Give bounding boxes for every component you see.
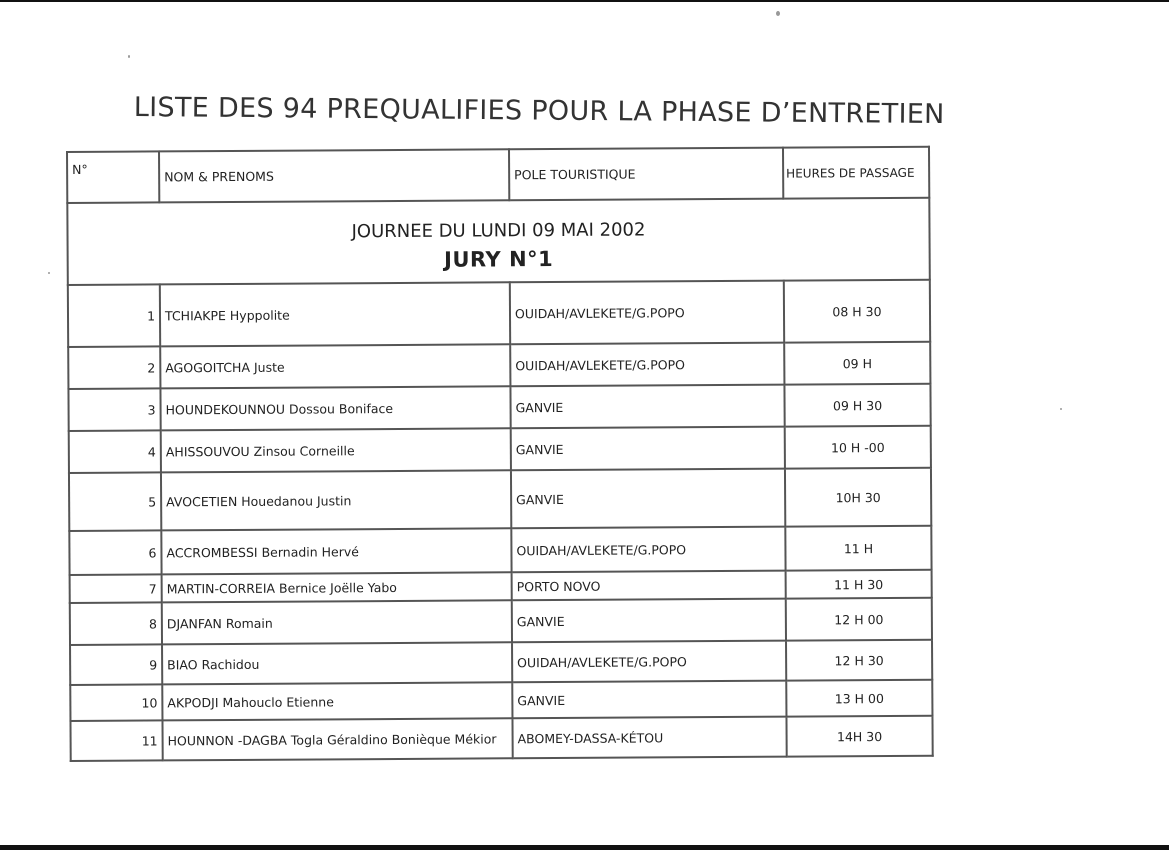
row-time: 11 H 30 [786,570,932,599]
table-row [68,342,930,389]
row-name: BIAO Rachidou [162,642,512,684]
scan-speck [128,55,130,58]
session-jury: JURY N°1 [444,246,554,272]
table-row [69,468,931,531]
table-body [67,198,932,761]
row-name: AKPODJI Mahouclo Etienne [162,682,512,720]
row-time: 10H 30 [785,468,931,527]
row-name: MARTIN-CORREIA Bernice Joëlle Yabo [162,572,512,602]
row-pole: OUIDAH/AVLEKETE/G.POPO [510,343,784,387]
row-name: AGOGOITCHA Juste [160,344,510,388]
table-row [68,384,930,431]
session-day: JOURNEE DU LUNDI 09 MAI 2002 [351,218,646,242]
table-row [70,640,932,685]
row-pole: ABOMEY-DASSA-KÉTOU [512,717,786,759]
row-number: 5 [69,472,161,531]
row-time: 08 H 30 [784,280,930,343]
row-number: 6 [69,530,161,575]
header-pole: POLE TOURISTIQUE [509,148,783,201]
scan-speck [776,11,780,16]
row-pole: OUIDAH/AVLEKETE/G.POPO [511,527,785,573]
row-name: HOUNDEKOUNNOU Dossou Boniface [160,386,510,430]
row-number: 3 [68,388,160,431]
table-row [70,680,932,721]
row-pole: GANVIE [511,469,785,529]
row-number: 4 [69,430,161,473]
scan-speck [48,272,50,274]
row-time: 14H 30 [786,716,932,757]
header-time: HEURES DE PASSAGE [783,147,929,199]
row-time: 11 H [785,526,931,571]
row-pole: GANVIE [512,681,786,719]
scan-speck [1060,408,1062,410]
row-name: ACCROMBESSI Bernadin Hervé [161,528,511,574]
row-number: 9 [70,644,162,685]
row-number: 11 [70,720,162,761]
header-name: NOM & PRENOMS [159,149,509,202]
scan-edge-bottom [0,845,1169,850]
row-number: 7 [70,574,162,603]
row-time: 12 H 00 [786,598,932,641]
row-pole: OUIDAH/AVLEKETE/G.POPO [510,281,784,345]
row-time: 09 H [784,342,930,385]
row-name: AVOCETIEN Houedanou Justin [161,470,511,530]
scan-edge-top [0,0,1169,2]
row-pole: GANVIE [511,427,785,471]
row-number: 10 [70,684,162,721]
row-time: 12 H 30 [786,640,932,681]
session-row [67,198,929,285]
row-name: HOUNNON -DAGBA Togla Géraldino Bonièque Mékior [162,718,512,760]
row-name: DJANFAN Romain [162,600,512,644]
table-header-row [67,147,929,203]
row-time: 09 H 30 [784,384,930,427]
row-number: 1 [68,284,160,347]
table-row [68,280,930,347]
row-name: AHISSOUVOU Zinsou Corneille [161,428,511,472]
page-title: LISTE DES 94 PREQUALIFIES POUR LA PHASE D’ENTRETIEN [133,92,945,131]
session-cell [67,198,929,285]
row-number: 8 [70,602,162,645]
row-pole: OUIDAH/AVLEKETE/G.POPO [512,641,786,683]
table-row [69,526,931,575]
row-pole: GANVIE [512,599,786,643]
table-row [70,716,932,761]
row-time: 10 H -00 [785,426,931,469]
row-name: TCHIAKPE Hyppolite [160,282,510,346]
header-number: N° [67,151,159,203]
row-number: 2 [68,346,160,389]
row-pole: GANVIE [510,385,784,429]
candidate-table [66,146,934,762]
table-row [69,426,931,473]
row-pole: PORTO NOVO [512,571,786,601]
table-row [70,598,932,645]
row-time: 13 H 00 [786,680,932,717]
